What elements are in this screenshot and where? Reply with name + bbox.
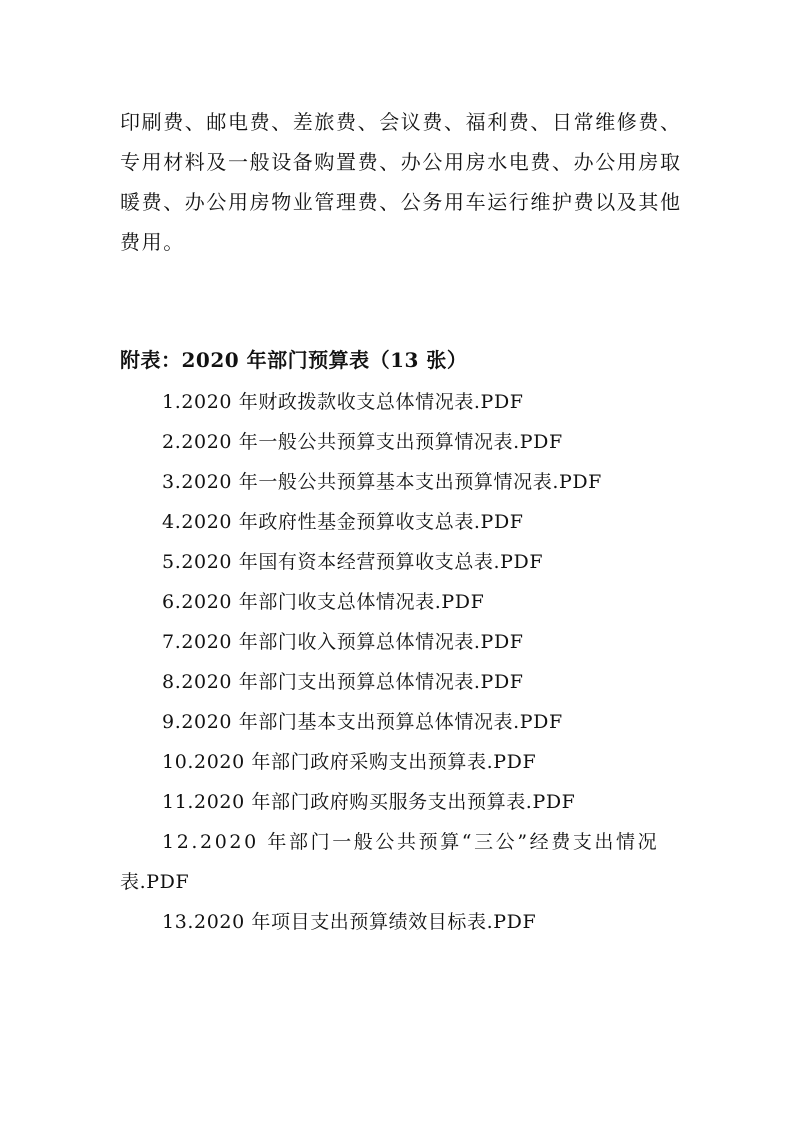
attachments-list (120, 382, 680, 942)
attachment-link[interactable]: 13.2020 年项目支出预算绩效目标表.PDF (162, 911, 537, 933)
attachment-item[interactable] (120, 782, 680, 822)
attachment-link[interactable]: 9.2020 年部门基本支出预算总体情况表.PDF (162, 711, 563, 733)
attachment-link[interactable]: 11.2020 年部门政府购买服务支出预算表.PDF (162, 791, 576, 813)
attachment-item[interactable] (120, 422, 680, 462)
paragraph-line: 暖费、办公用房物业管理费、公务用车运行维护费以及其他 (120, 190, 682, 214)
attachment-item[interactable] (120, 662, 680, 702)
attachment-item[interactable] (120, 822, 680, 902)
attachment-item[interactable] (120, 622, 680, 662)
attachment-item[interactable] (120, 742, 680, 782)
attachment-link[interactable]: 12.2020 年部门一般公共预算“三公”经费支出情况 (162, 831, 660, 853)
attachment-link[interactable]: 5.2020 年国有资本经营预算收支总表.PDF (162, 551, 544, 573)
attachment-item[interactable] (120, 902, 680, 942)
expense-paragraph (120, 102, 680, 262)
attachment-link[interactable]: 8.2020 年部门支出预算总体情况表.PDF (162, 671, 524, 693)
attachments-heading: 附表：2020 年部门预算表（13 张） (120, 348, 468, 372)
paragraph-line: 专用材料及一般设备购置费、办公用房水电费、办公用房取 (120, 150, 682, 174)
attachment-link[interactable]: 3.2020 年一般公共预算基本支出预算情况表.PDF (162, 471, 602, 493)
attachment-item[interactable] (120, 502, 680, 542)
attachment-link[interactable]: 1.2020 年财政拨款收支总体情况表.PDF (162, 391, 524, 413)
attachment-link-continuation[interactable]: 表.PDF (120, 871, 190, 893)
attachment-link[interactable]: 2.2020 年一般公共预算支出预算情况表.PDF (162, 431, 563, 453)
attachment-item[interactable] (120, 582, 680, 622)
paragraph-line: 费用。 (120, 230, 185, 254)
attachment-link[interactable]: 7.2020 年部门收入预算总体情况表.PDF (162, 631, 524, 653)
attachment-link[interactable]: 6.2020 年部门收支总体情况表.PDF (162, 591, 485, 613)
attachment-item[interactable] (120, 542, 680, 582)
attachment-link[interactable]: 10.2020 年部门政府采购支出预算表.PDF (162, 751, 537, 773)
attachment-link[interactable]: 4.2020 年政府性基金预算收支总表.PDF (162, 511, 524, 533)
attachment-item[interactable] (120, 702, 680, 742)
attachment-item[interactable] (120, 462, 680, 502)
paragraph-line: 印刷费、邮电费、差旅费、会议费、福利费、日常维修费、 (120, 110, 682, 134)
attachment-item[interactable] (120, 382, 680, 422)
